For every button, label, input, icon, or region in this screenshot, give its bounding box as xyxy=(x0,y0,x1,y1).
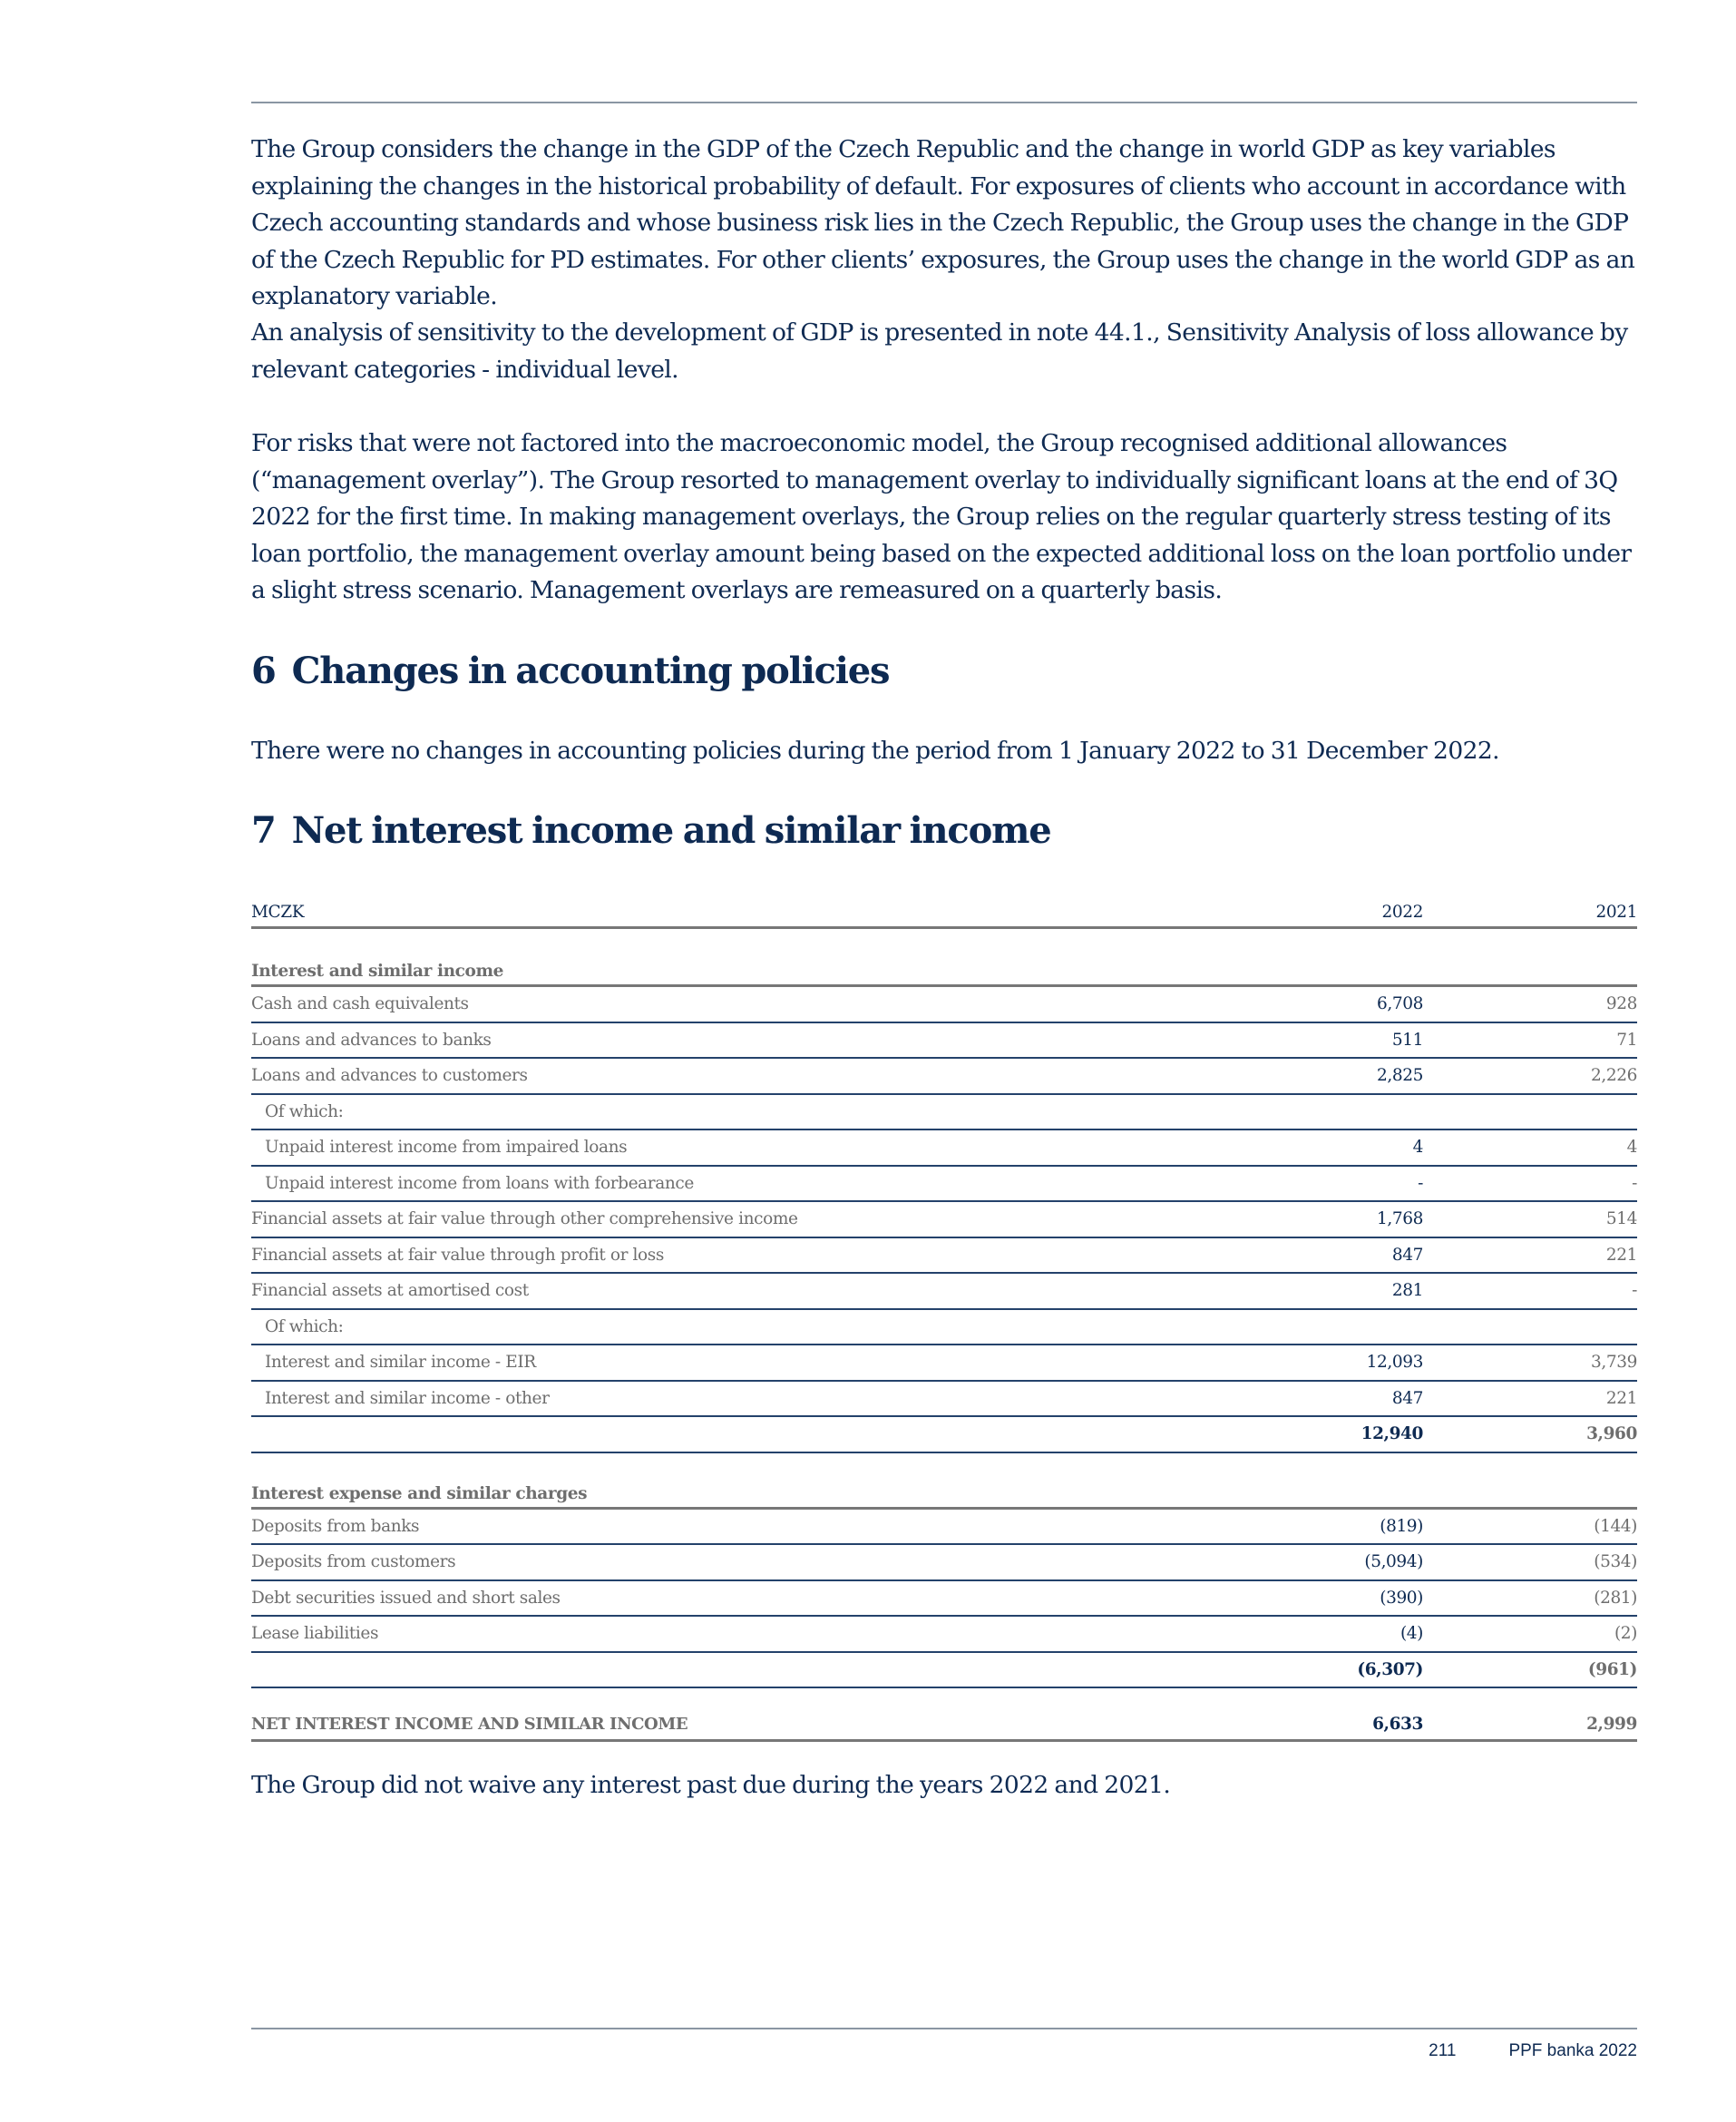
table-row xyxy=(251,1130,1637,1167)
row-label: Financial assets at amortised cost xyxy=(251,1281,529,1301)
table-row xyxy=(251,1510,1637,1546)
value-2022: 12,093 xyxy=(1366,1353,1423,1373)
spacer xyxy=(251,929,1637,957)
value-2022: 2,825 xyxy=(1377,1066,1423,1086)
value-2021: 221 xyxy=(1605,1245,1637,1265)
row-label: Financial assets at fair value through other comprehensive income xyxy=(251,1209,798,1229)
value-2021: (961) xyxy=(1587,1659,1637,1679)
row-label: Unpaid interest income from loans with forbearance xyxy=(265,1173,694,1193)
paragraph-gdp-variables: The Group considers the change in the GDP of the Czech Republic and the change in world GDP as key variables explaining the changes in the historical probability of default. For exposures of clients who account in accordance with Czech accounting standards and whose business risk lies in the Czech Republic, the Group uses the change in the GDP of the Czech Republic for PD estimates. For other clients’ exposures, the Group uses the change in the world GDP as an explanatory variable. xyxy=(251,135,1635,311)
table-row xyxy=(251,1238,1637,1275)
value-2022: - xyxy=(1418,1173,1423,1193)
column-header-2022: 2022 xyxy=(1381,903,1423,922)
value-2021: (534) xyxy=(1594,1552,1637,1572)
value-2022: 1,768 xyxy=(1377,1209,1423,1229)
row-label: Cash and cash equivalents xyxy=(251,994,469,1014)
table-row xyxy=(251,1059,1637,1095)
value-2021: (281) xyxy=(1594,1588,1637,1608)
section-number: 7 xyxy=(251,809,276,852)
table-row xyxy=(251,1617,1637,1653)
page-number: 211 xyxy=(1429,2041,1457,2060)
section-6-heading xyxy=(251,650,889,692)
value-2021: 514 xyxy=(1605,1209,1637,1229)
table-row xyxy=(251,1345,1637,1382)
value-2021: 2,226 xyxy=(1591,1066,1637,1086)
table-row xyxy=(251,1167,1637,1203)
expense-rows xyxy=(251,1510,1637,1653)
value-2022: (6,307) xyxy=(1357,1659,1423,1679)
value-2021: (144) xyxy=(1594,1516,1637,1536)
value-2021: 221 xyxy=(1605,1388,1637,1408)
value-2021: 928 xyxy=(1605,994,1637,1014)
table-header xyxy=(251,898,1637,929)
value-2021: 3,960 xyxy=(1586,1424,1637,1444)
value-2022: 847 xyxy=(1391,1388,1423,1408)
value-2021: 71 xyxy=(1616,1030,1637,1050)
value-2022: (4) xyxy=(1400,1624,1423,1644)
table-row xyxy=(251,1202,1637,1238)
row-label: Of which: xyxy=(265,1101,344,1121)
value-2021: 3,739 xyxy=(1591,1353,1637,1373)
section-title: Net interest income and similar income xyxy=(291,809,1051,852)
section-title: Interest and similar income xyxy=(251,962,504,981)
value-2022: 511 xyxy=(1391,1030,1423,1050)
value-2021: - xyxy=(1632,1281,1637,1301)
income-total-row xyxy=(251,1417,1637,1453)
row-label: Financial assets at fair value through profit or loss xyxy=(251,1245,664,1265)
row-label: Interest and similar income - other xyxy=(265,1388,550,1408)
value-2022: (390) xyxy=(1380,1588,1423,1608)
net-interest-income-row xyxy=(251,1708,1637,1742)
section-title: Interest expense and similar charges xyxy=(251,1483,588,1503)
net-interest-income-table xyxy=(251,898,1637,1742)
value-2022: 6,708 xyxy=(1377,994,1423,1014)
publication-name: PPF banka 2022 xyxy=(1508,2041,1637,2060)
row-label: Loans and advances to banks xyxy=(251,1030,492,1050)
row-label: Deposits from banks xyxy=(251,1516,420,1536)
row-label: NET INTEREST INCOME AND SIMILAR INCOME xyxy=(251,1714,688,1734)
section-header-expense xyxy=(251,1480,1637,1510)
row-label: Loans and advances to customers xyxy=(251,1066,528,1086)
unit-label: MCZK xyxy=(251,903,305,922)
top-divider xyxy=(251,102,1637,103)
table-row xyxy=(251,1274,1637,1310)
row-label: Debt securities issued and short sales xyxy=(251,1588,561,1608)
row-label: Lease liabilities xyxy=(251,1624,379,1644)
section-header-income xyxy=(251,957,1637,987)
table-row xyxy=(251,1382,1637,1418)
paragraph-no-waiver: The Group did not waive any interest past due during the years 2022 and 2021. xyxy=(251,1771,1171,1799)
income-rows xyxy=(251,987,1637,1417)
value-2021: (2) xyxy=(1614,1624,1637,1644)
section-title: Changes in accounting policies xyxy=(291,650,890,692)
expense-total-row xyxy=(251,1653,1637,1689)
column-header-2021: 2021 xyxy=(1595,903,1637,922)
paragraph-management-overlay: For risks that were not factored into the macroeconomic model, the Group recognised additional allowances (“management overlay”). The Group resorted to management overlay to individually significant loans at the end of 3Q 2022 for the first time. In making management overlays, the Group relies on the regular quarterly stress testing of its loan portfolio, the management overlay amount being based on the expected additional loss on the loan portfolio under a slight stress scenario. Management overlays are remeasured on a quarterly basis. xyxy=(251,429,1632,605)
paragraph-no-changes: There were no changes in accounting policies during the period from 1 January 2022 to 31 December 2022. xyxy=(251,737,1499,765)
value-2022: 6,633 xyxy=(1372,1714,1423,1734)
value-2021: 4 xyxy=(1626,1138,1637,1158)
table-row xyxy=(251,1581,1637,1618)
page-footer xyxy=(1429,2041,1637,2061)
spacer xyxy=(251,1453,1637,1480)
section-number: 6 xyxy=(251,650,276,692)
value-2021: 2,999 xyxy=(1586,1714,1637,1734)
value-2021: - xyxy=(1632,1173,1637,1193)
table-row xyxy=(251,1095,1637,1131)
row-label: Interest and similar income - EIR xyxy=(265,1353,536,1373)
value-2022: 281 xyxy=(1391,1281,1423,1301)
row-label: Unpaid interest income from impaired loans xyxy=(265,1138,628,1158)
value-2022: (5,094) xyxy=(1364,1552,1423,1572)
table-row xyxy=(251,1023,1637,1060)
row-label: Deposits from customers xyxy=(251,1552,456,1572)
value-2022: 12,940 xyxy=(1361,1424,1423,1444)
paragraph-sensitivity: An analysis of sensitivity to the development of GDP is presented in note 44.1., Sensitivity Analysis of loss allowance by relevant categories - individual level. xyxy=(251,318,1628,384)
spacer xyxy=(251,1688,1637,1708)
table-row xyxy=(251,987,1637,1023)
value-2022: 847 xyxy=(1391,1245,1423,1265)
bottom-divider xyxy=(251,2028,1637,2029)
section-7-heading xyxy=(251,809,1050,852)
value-2022: (819) xyxy=(1380,1516,1423,1536)
row-label: Of which: xyxy=(265,1316,344,1336)
value-2022: 4 xyxy=(1412,1138,1423,1158)
table-row xyxy=(251,1310,1637,1346)
table-row xyxy=(251,1545,1637,1581)
